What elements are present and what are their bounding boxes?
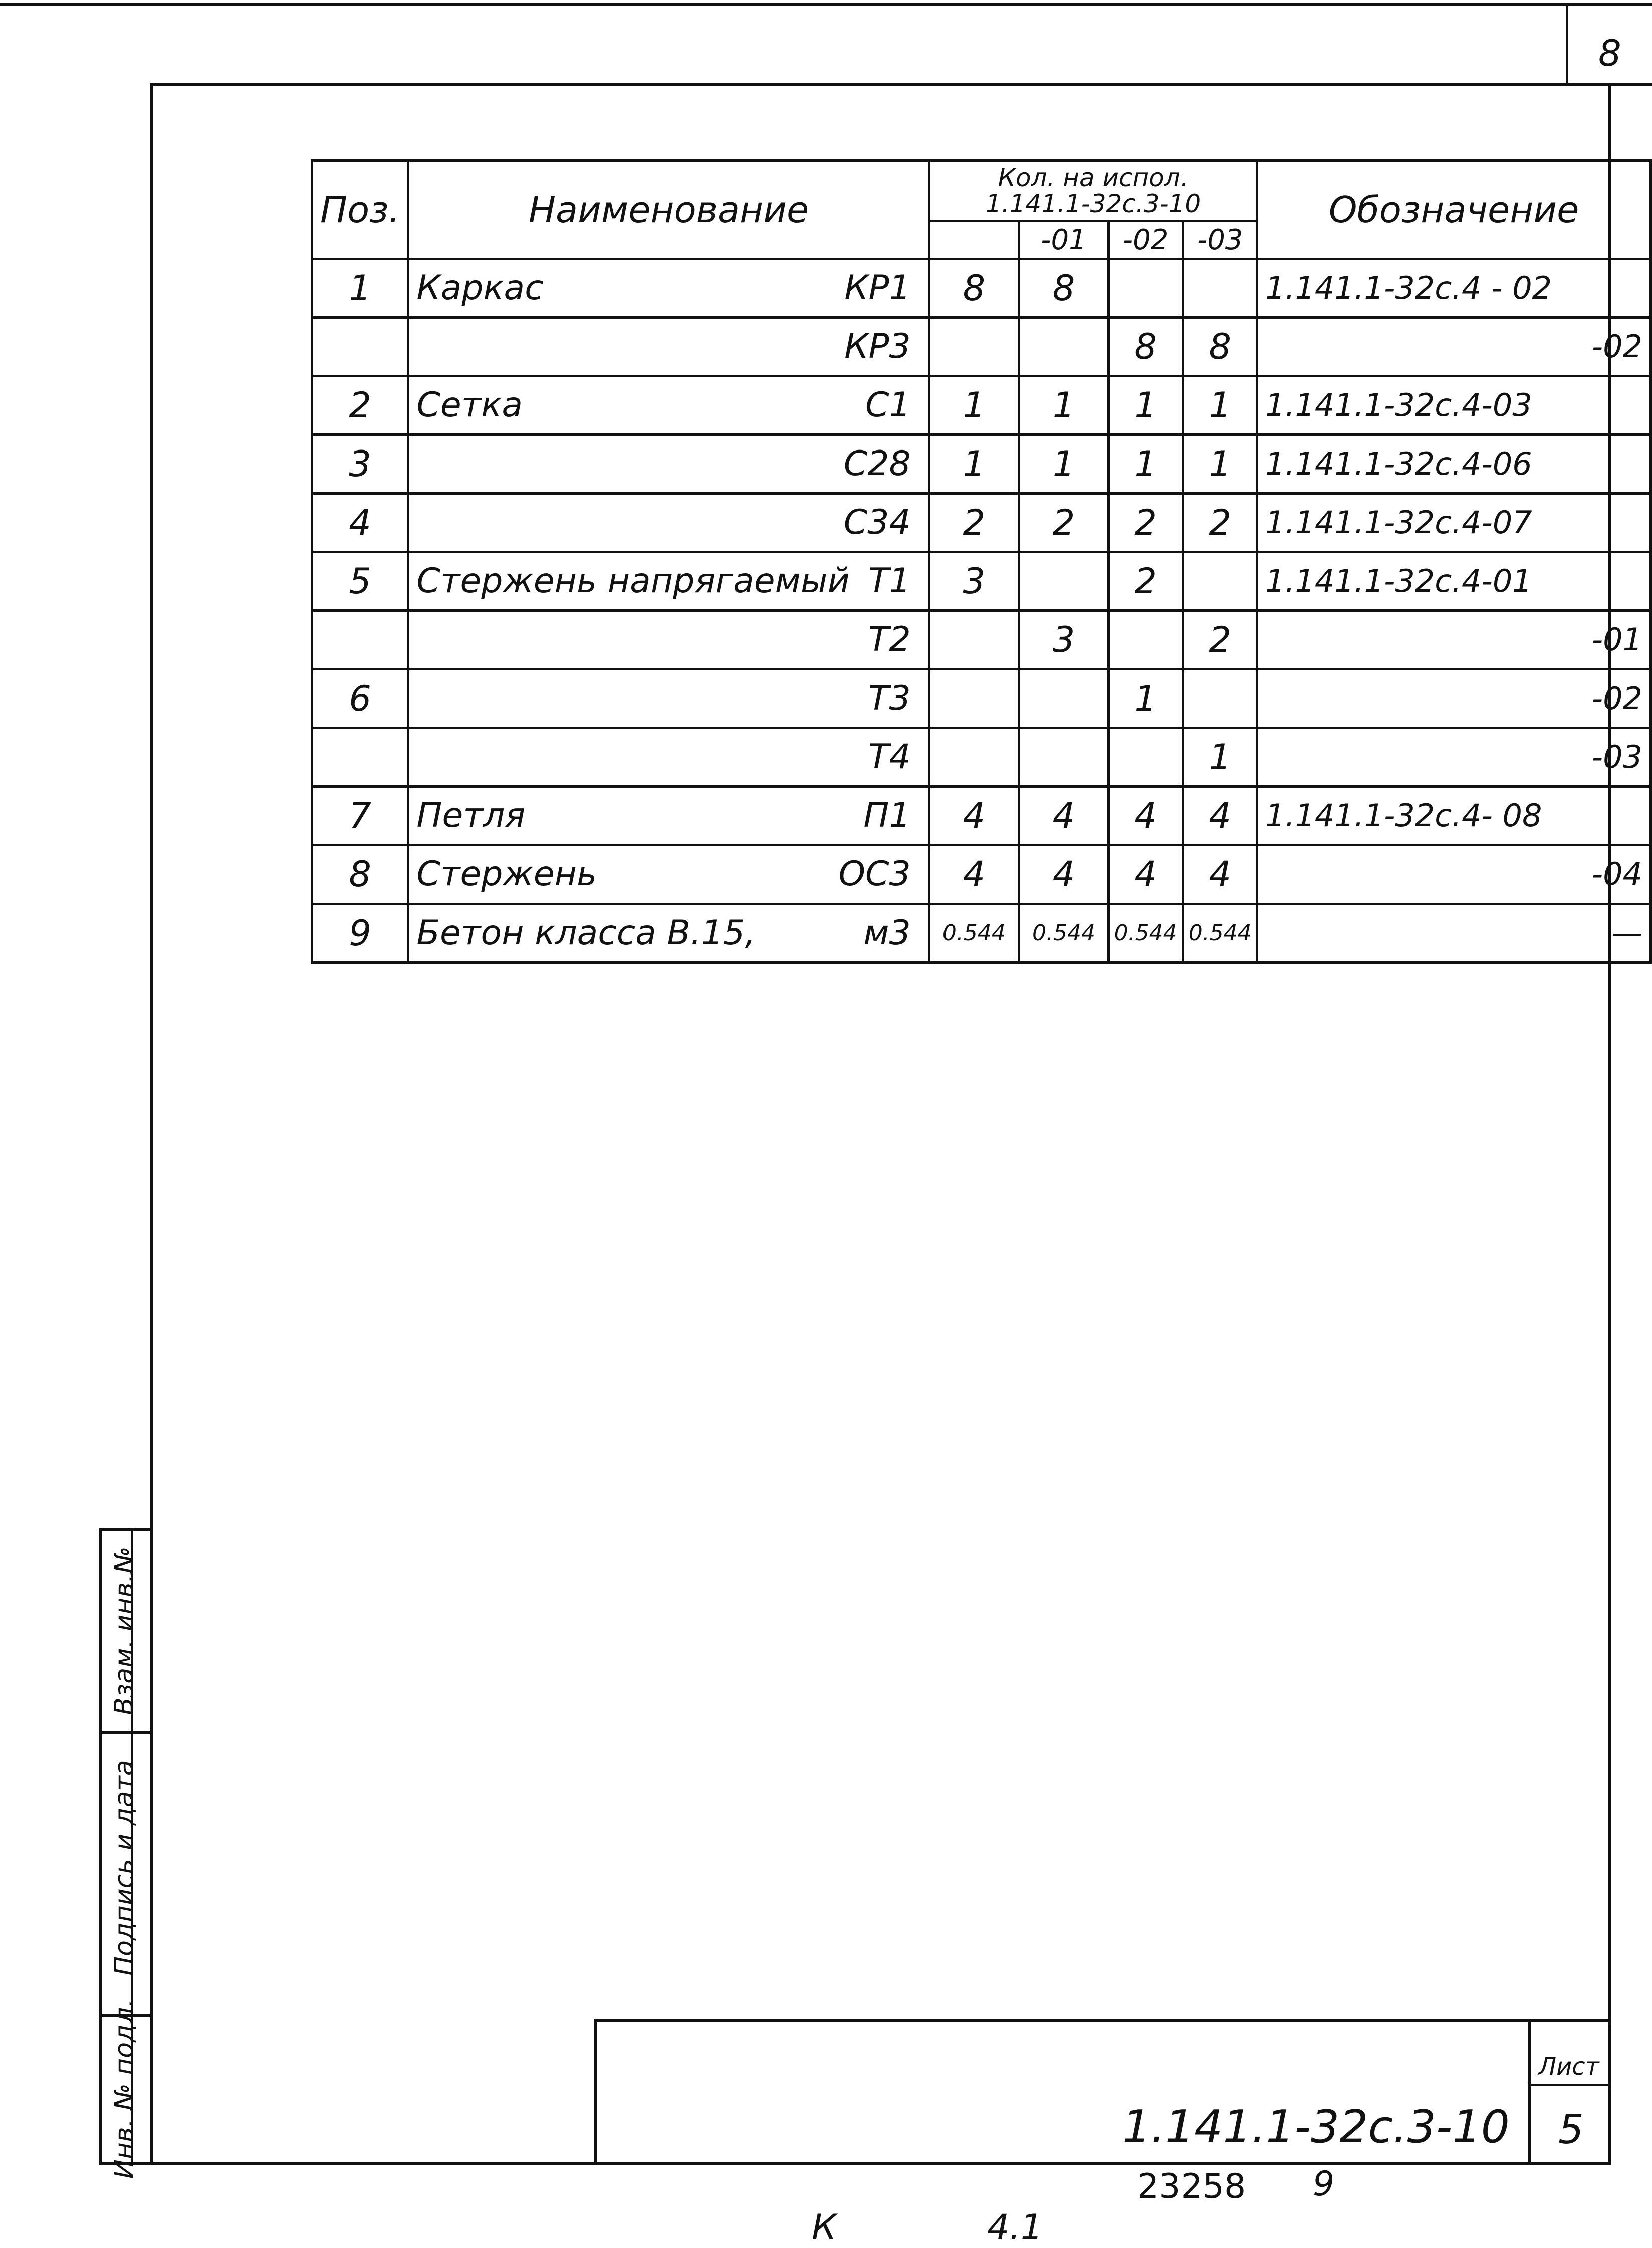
row-qty-1: 2	[1019, 494, 1108, 552]
row-qty-1: 1	[1019, 435, 1108, 494]
document-code: 1.141.1-32с.3-10	[1122, 2101, 1510, 2153]
row-pos	[312, 611, 408, 669]
row-pos: 1	[312, 259, 408, 318]
row-mark: Т1	[868, 561, 911, 601]
row-name-cell	[408, 611, 929, 669]
sheet-label: Лист	[1538, 2053, 1599, 2081]
row-name-cell	[408, 318, 929, 376]
row-qty-2: 8	[1109, 318, 1183, 376]
row-qty-3: 4	[1183, 845, 1257, 904]
row-qty-2	[1109, 728, 1183, 787]
row-mark: ОС3	[838, 854, 911, 894]
header-qty-line2: 1.141.1-32с.3-10	[985, 189, 1201, 218]
row-qty-3: 2	[1183, 494, 1257, 552]
row-name-cell	[408, 494, 929, 552]
row-qty-1	[1019, 552, 1108, 611]
top-rule	[0, 3, 1652, 6]
table-row	[312, 552, 1651, 611]
row-qty-2	[1109, 259, 1183, 318]
header-pos: Поз.	[312, 161, 408, 259]
row-pos: 6	[312, 669, 408, 728]
row-name: Стержень напрягаемый	[416, 561, 850, 601]
row-qty-0	[929, 611, 1019, 669]
row-qty-1: 0.544	[1019, 904, 1108, 963]
row-mark: КР1	[844, 268, 911, 308]
row-qty-2: 1	[1109, 669, 1183, 728]
title-block-sheet-divider	[1528, 2019, 1531, 2165]
row-pos	[312, 318, 408, 376]
row-name-cell	[408, 845, 929, 904]
row-qty-0: 4	[929, 845, 1019, 904]
row-designation: -02	[1257, 669, 1651, 728]
row-designation: 1.141.1-32с.4-03	[1257, 376, 1651, 435]
row-pos: 4	[312, 494, 408, 552]
row-qty-0: 3	[929, 552, 1019, 611]
title-block-sheet-hline	[1528, 2084, 1611, 2086]
sheet-number: 5	[1558, 2106, 1584, 2153]
table-row	[312, 904, 1651, 963]
footer-sheet: 9	[1313, 2164, 1335, 2204]
row-qty-1	[1019, 728, 1108, 787]
row-mark: КР3	[844, 327, 911, 366]
row-qty-0: 1	[929, 435, 1019, 494]
row-qty-2: 1	[1109, 376, 1183, 435]
table-row	[312, 669, 1651, 728]
table-row	[312, 611, 1651, 669]
table-row	[312, 318, 1651, 376]
row-qty-0: 1	[929, 376, 1019, 435]
footer-mid: 4.1	[987, 2207, 1043, 2248]
row-name: Сетка	[416, 385, 523, 425]
row-mark: С1	[865, 385, 911, 425]
row-qty-0	[929, 728, 1019, 787]
row-qty-3: 1	[1183, 376, 1257, 435]
row-mark: м3	[863, 913, 911, 953]
corner-box-left	[1566, 6, 1568, 85]
row-qty-2: 2	[1109, 552, 1183, 611]
header-qty-col-0	[929, 221, 1019, 259]
row-name: Каркас	[416, 268, 544, 308]
row-pos: 3	[312, 435, 408, 494]
header-qty-col-3: -03	[1183, 221, 1257, 259]
row-qty-3	[1183, 552, 1257, 611]
row-name-cell	[408, 552, 929, 611]
header-designation: Обозначение	[1257, 161, 1651, 259]
row-qty-2: 2	[1109, 494, 1183, 552]
row-designation: -03	[1257, 728, 1651, 787]
row-mark: Т4	[868, 737, 911, 777]
row-designation: 1.141.1-32с.4-07	[1257, 494, 1651, 552]
side-label-replaced-inv: Взам. инв.№	[109, 1546, 139, 1715]
row-designation: -04	[1257, 845, 1651, 904]
row-mark: П1	[863, 796, 911, 835]
row-qty-0: 4	[929, 787, 1019, 845]
row-pos: 2	[312, 376, 408, 435]
table-row	[312, 259, 1651, 318]
row-qty-1: 4	[1019, 787, 1108, 845]
side-label-original-inv: Инв. № подл.	[109, 1999, 139, 2179]
row-qty-0: 8	[929, 259, 1019, 318]
row-qty-3: 2	[1183, 611, 1257, 669]
row-qty-0	[929, 318, 1019, 376]
row-name-cell	[408, 728, 929, 787]
row-designation: -01	[1257, 611, 1651, 669]
side-strip-div-1	[99, 1731, 153, 1734]
row-pos: 7	[312, 787, 408, 845]
header-name: Наименование	[408, 161, 929, 259]
row-qty-0: 2	[929, 494, 1019, 552]
footer-number: 23258	[1137, 2167, 1246, 2206]
table-row	[312, 845, 1651, 904]
row-name-cell	[408, 669, 929, 728]
header-qty-col-1: -01	[1019, 221, 1108, 259]
specification-table	[311, 159, 1652, 964]
row-designation: 1.141.1-32с.4- 08	[1257, 787, 1651, 845]
row-name-cell	[408, 376, 929, 435]
row-qty-2: 4	[1109, 845, 1183, 904]
row-qty-1: 1	[1019, 376, 1108, 435]
row-designation: -02	[1257, 318, 1651, 376]
row-qty-3: 1	[1183, 728, 1257, 787]
row-qty-3: 8	[1183, 318, 1257, 376]
row-mark: Т3	[868, 679, 911, 718]
table-row	[312, 787, 1651, 845]
row-name: Петля	[416, 796, 526, 835]
row-pos	[312, 728, 408, 787]
row-mark: С34	[843, 503, 911, 542]
row-qty-3	[1183, 669, 1257, 728]
table-row	[312, 376, 1651, 435]
page-corner-number: 8	[1598, 32, 1621, 74]
row-qty-2: 4	[1109, 787, 1183, 845]
footer-prefix: К	[812, 2207, 837, 2248]
table-row	[312, 728, 1651, 787]
row-qty-0	[929, 669, 1019, 728]
header-qty-title	[929, 161, 1257, 221]
row-qty-2: 1	[1109, 435, 1183, 494]
row-name: Бетон класса В.15,	[416, 913, 756, 953]
table-row	[312, 435, 1651, 494]
row-mark: С28	[843, 444, 911, 484]
row-qty-3: 1	[1183, 435, 1257, 494]
row-name-cell	[408, 904, 929, 963]
header-qty-line1: Кол. на испол.	[998, 163, 1189, 192]
row-qty-1	[1019, 669, 1108, 728]
row-designation: 1.141.1-32с.4 - 02	[1257, 259, 1651, 318]
row-designation: 1.141.1-32с.4-01	[1257, 552, 1651, 611]
row-qty-0: 0.544	[929, 904, 1019, 963]
row-qty-1	[1019, 318, 1108, 376]
row-pos: 5	[312, 552, 408, 611]
row-qty-3	[1183, 259, 1257, 318]
row-designation: —	[1257, 904, 1651, 963]
row-qty-3: 0.544	[1183, 904, 1257, 963]
row-mark: Т2	[868, 620, 911, 659]
row-qty-2	[1109, 611, 1183, 669]
row-pos: 9	[312, 904, 408, 963]
table-row	[312, 494, 1651, 552]
row-qty-3: 4	[1183, 787, 1257, 845]
header-qty-col-2: -02	[1109, 221, 1183, 259]
row-name-cell	[408, 787, 929, 845]
row-designation: 1.141.1-32с.4-06	[1257, 435, 1651, 494]
row-pos: 8	[312, 845, 408, 904]
row-name-cell	[408, 435, 929, 494]
row-qty-1: 8	[1019, 259, 1108, 318]
side-label-signature-date: Подпись и дата	[109, 1760, 139, 1976]
row-name-cell	[408, 259, 929, 318]
row-name: Стержень	[416, 854, 597, 894]
row-qty-2: 0.544	[1109, 904, 1183, 963]
row-qty-1: 3	[1019, 611, 1108, 669]
row-qty-1: 4	[1019, 845, 1108, 904]
